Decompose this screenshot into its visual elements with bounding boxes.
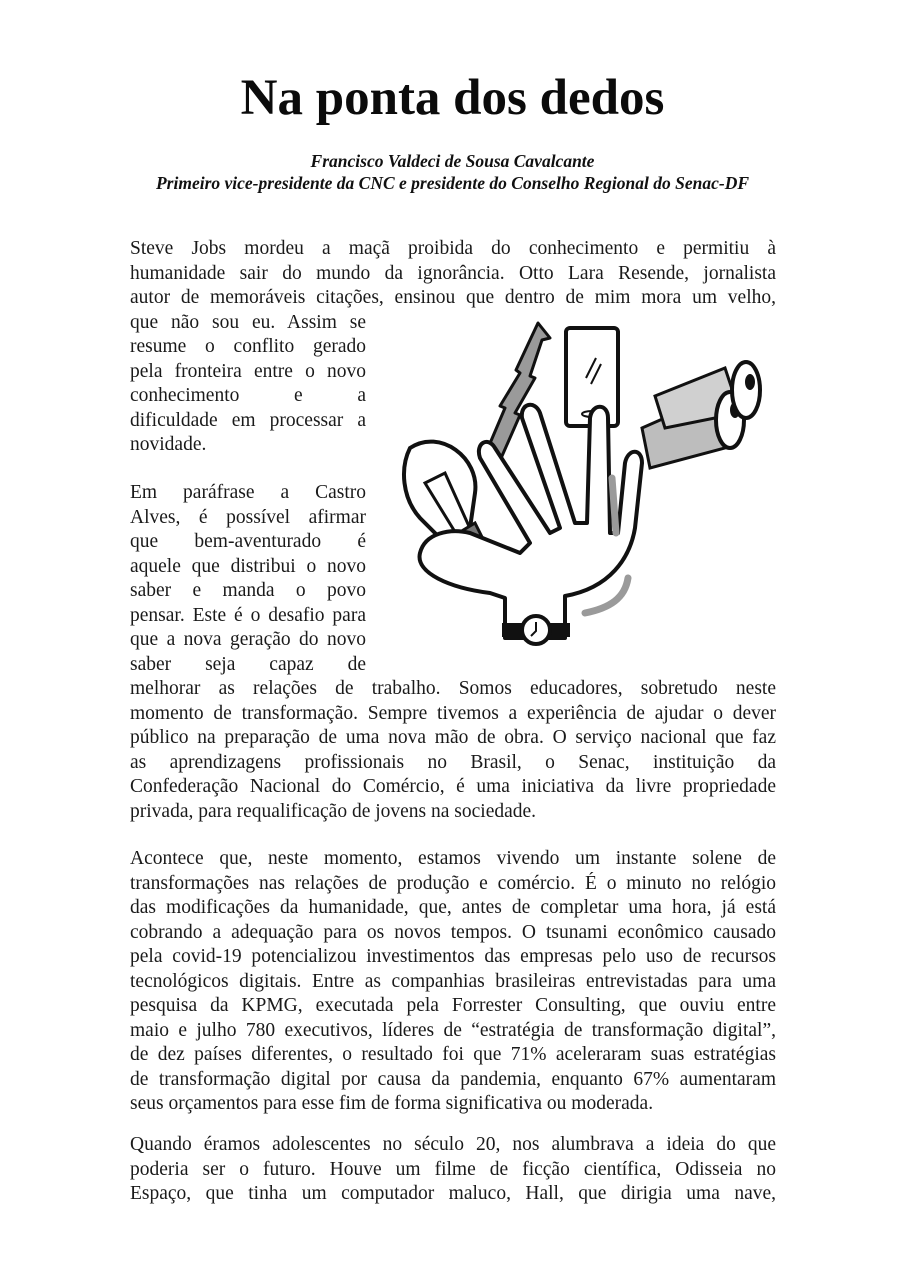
text-line: aquele que distribui o novo [130,555,366,577]
text-line: saber seja capaz de [130,653,366,675]
text-line: Acontece que, neste momento, estamos vivendo um instante solene de [130,848,776,869]
text-line: Em paráfrase a Castro [130,482,366,503]
text-line: novidade. [130,434,207,455]
hand-technology-illustration [380,318,790,663]
text-line: Steve Jobs mordeu a maçã proibida do conhecimento e permitiu à [130,238,776,259]
text-line: pela covid-19 potencializou investimentos das empresas pelo uso de recursos [130,946,776,967]
text-line: tecnológicos digitais. Entre as companhias brasileiras entrevistadas para uma [130,970,776,992]
text-line: Quando éramos adolescentes no século 20, nos alumbrava a ideia do que [130,1134,776,1155]
paragraph-4 [130,1133,776,1207]
binoculars-icon [642,362,760,468]
text-line: que não sou eu. Assim se [130,311,366,333]
text-line: Confederação Nacional do Comércio, é uma iniciativa da livre propriedade [130,776,776,797]
text-line: as aprendizagens profissionais no Brasil, o Senac, instituição da [130,751,776,773]
author-role: Primeiro vice-presidente da CNC e presidente do Conselho Regional do Senac-DF [155,173,750,193]
text-line: maio e julho 780 executivos, líderes de “estratégia de transformação digital”, [130,1019,776,1041]
text-line: humanidade sair do mundo da ignorância. Otto Lara Resende, jornalista [130,262,776,284]
text-line: Alves, é possível afirmar [130,506,366,528]
text-line: conhecimento e a [130,385,366,406]
article-title: Na ponta dos dedos [240,70,665,126]
text-line: melhorar as relações de trabalho. Somos educadores, sobretudo neste [130,678,776,699]
text-line: das modificações da humanidade, que, antes de completar uma hora, já está [130,897,776,918]
text-line: resume o conflito gerado [130,336,366,357]
text-line: dificuldade em processar a [130,409,366,431]
text-line: pensar. Este é o desafio para [130,604,366,626]
text-line: pela fronteira entre o novo [130,360,366,382]
text-line: pesquisa da KPMG, executada pela Forrester Consulting, que ouviu entre [130,995,776,1016]
author-name: Francisco Valdeci de Sousa Cavalcante [310,151,595,171]
text-line: público na preparação de uma nova mão de obra. O serviço nacional que faz [130,727,776,748]
text-line: de dez países diferentes, o resultado foi que 71% aceleraram suas estratégias [130,1044,776,1065]
text-line: de transformação digital por causa da pandemia, enquanto 67% aumentaram [130,1068,776,1090]
text-line: cobrando a adequação para os novos tempos. O tsunami econômico causado [130,921,776,943]
text-line: saber e manda o povo [130,580,366,601]
text-line: privada, para requalificação de jovens na sociedade. [130,800,537,822]
hand-holding-technology-icon [380,318,790,663]
text-line: poderia ser o futuro. Houve um filme de ficção científica, Odisseia no [130,1158,776,1180]
text-line: autor de memoráveis citações, ensinou que dentro de mim mora um velho, [130,287,776,308]
text-line: momento de transformação. Sempre tivemos a experiência de ajudar o dever [130,702,776,724]
text-line: transformações nas relações de produção e comércio. É o minuto no relógio [130,872,776,894]
paragraph-3 [130,847,776,1117]
text-line: Espaço, que tinha um computador maluco, Hall, que dirigia uma nave, [130,1183,776,1204]
text-line: que bem-aventurado é [130,531,366,552]
text-line: seus orçamentos para esse fim de forma significativa ou moderada. [130,1093,654,1114]
text-line: que a nova geração do novo [130,629,366,650]
